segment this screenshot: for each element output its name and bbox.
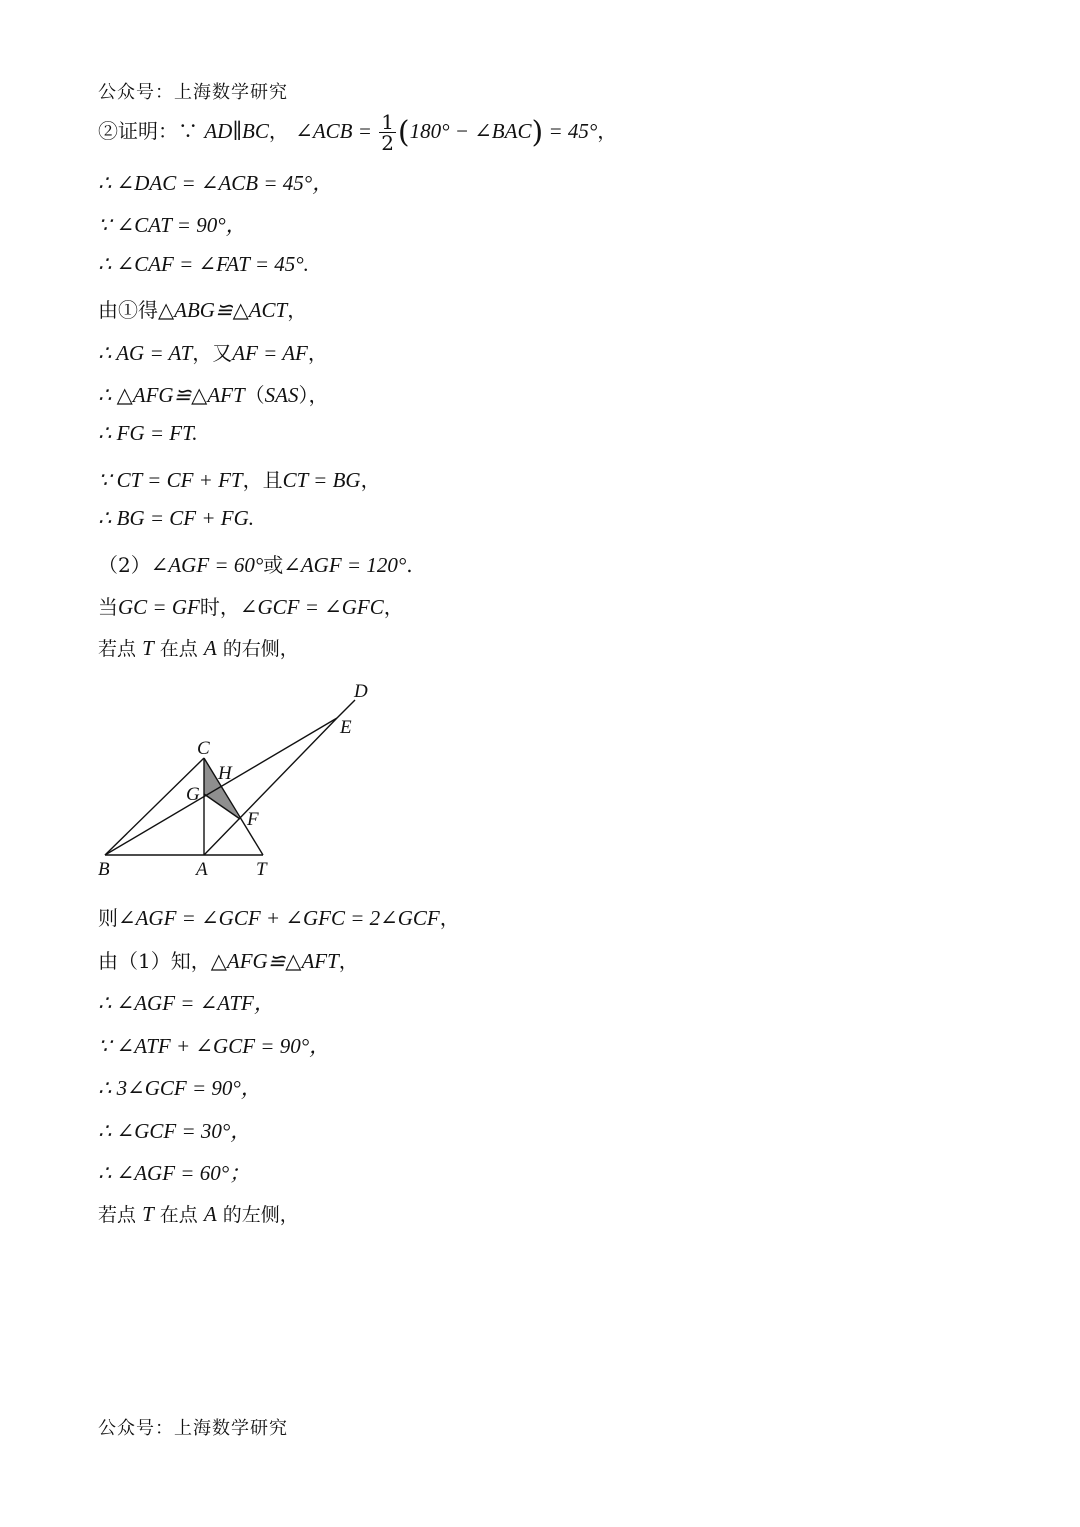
text: 在点 [159,1204,198,1226]
label-c: C [197,738,210,759]
label-d: D [354,681,368,702]
page-header: 公众号：上海数学研究 [98,82,288,103]
text: 在点 [159,638,198,660]
label-t: T [256,859,267,880]
proof-line-18: ∴ 3∠GCF = 90°， [98,1076,262,1100]
math: 180° − ∠BAC [409,119,532,143]
segment-bc [105,758,204,855]
text: ）， [298,383,329,407]
math: A [203,1202,217,1226]
text: 若点 [98,638,137,660]
text: ， [268,119,289,143]
proof-line-4: ∴ ∠CAF = ∠FAT = 45°. [98,252,309,276]
segment-be [105,718,337,855]
proof-line-15 [98,945,359,974]
math: △ABG≌△ACT [158,298,288,322]
text: ，又 [192,341,233,365]
text: （2） [98,553,151,577]
math: ∠AGF = ∠GCF + ∠GFC = 2∠GCF [118,906,440,930]
text: ， [287,298,308,322]
fraction-numerator: 1 [381,110,394,134]
text: （ [244,383,265,407]
text: 时， [199,595,240,619]
text: ②证明：∵ [98,119,205,143]
proof-line-17: ∵ ∠ATF + ∠GCF = 90°， [98,1034,331,1058]
proof-line-13 [98,634,299,661]
paren-close: ) [531,115,544,150]
proof-line-10: ∴ BG = CF + FG. [98,506,255,530]
paren-open: ( [397,115,410,150]
text: 则 [98,906,118,930]
math: T [142,1202,154,1226]
proof-line-20: ∴ ∠AGF = 60°； [98,1161,251,1185]
text: ， [307,341,328,365]
proof-line-5 [98,294,307,323]
segment-ct [204,758,263,855]
segment-ed [337,700,355,718]
geometry-figure [92,676,392,881]
math: T [142,636,154,660]
text: 当 [98,595,118,619]
math: SAS [264,383,299,407]
proof-line-6 [98,337,328,366]
proof-line-11 [98,549,413,578]
text: . [406,553,413,577]
math: CT = BG [282,468,361,492]
proof-line-7 [98,379,329,408]
math: ∴ AG = AT [98,341,193,365]
math: A [203,636,217,660]
math: ∵ CT = CF + FT [98,468,243,492]
text: ， [597,119,618,143]
math: △AFG≌△AFT [210,949,339,973]
text: 由①得 [98,298,158,322]
text: 的右侧， [222,638,299,660]
text: 若点 [98,1204,137,1226]
math: = 45° [543,119,598,143]
math: ∠AGF = 120° [283,553,407,577]
fraction-denominator: 2 [381,131,394,155]
text: ， [383,595,404,619]
segment-ae [204,718,337,855]
proof-line-19: ∴ ∠GCF = 30°， [98,1119,252,1143]
text: ，且 [242,468,283,492]
proof-line-16: ∴ ∠AGF = ∠ATF， [98,991,275,1015]
text: 或 [263,553,284,577]
label-b: B [98,859,110,880]
math: ∠ACB = [295,119,378,143]
label-f: F [247,809,259,830]
page-footer: 公众号：上海数学研究 [98,1418,288,1439]
math: AD∥BC [204,119,269,143]
proof-line-12 [98,591,404,620]
label-g: G [186,784,200,805]
text: ， [439,906,460,930]
proof-line-2: ∴ ∠DAC = ∠ACB = 45°， [98,171,334,195]
math: AF = AF [232,341,308,365]
proof-line-1 [98,112,617,153]
proof-line-9 [98,464,381,493]
proof-line-21 [98,1200,299,1227]
proof-line-3: ∵ ∠CAT = 90°， [98,213,247,237]
math: ∠AGF = 60° [150,553,264,577]
proof-line-14 [98,902,460,931]
text: 的左侧， [222,1204,299,1226]
text: ， [338,949,359,973]
label-h: H [218,763,232,784]
math: GC = GF [118,595,200,619]
fraction [379,112,396,153]
text: ， [360,468,381,492]
math: ∴ △AFG≌△AFT [98,383,245,407]
math: ∠GCF = ∠GFC [239,595,384,619]
label-e: E [340,717,352,738]
proof-line-8: ∴ FG = FT. [98,421,198,445]
label-a: A [196,859,208,880]
text: 由（1）知， [98,949,211,973]
